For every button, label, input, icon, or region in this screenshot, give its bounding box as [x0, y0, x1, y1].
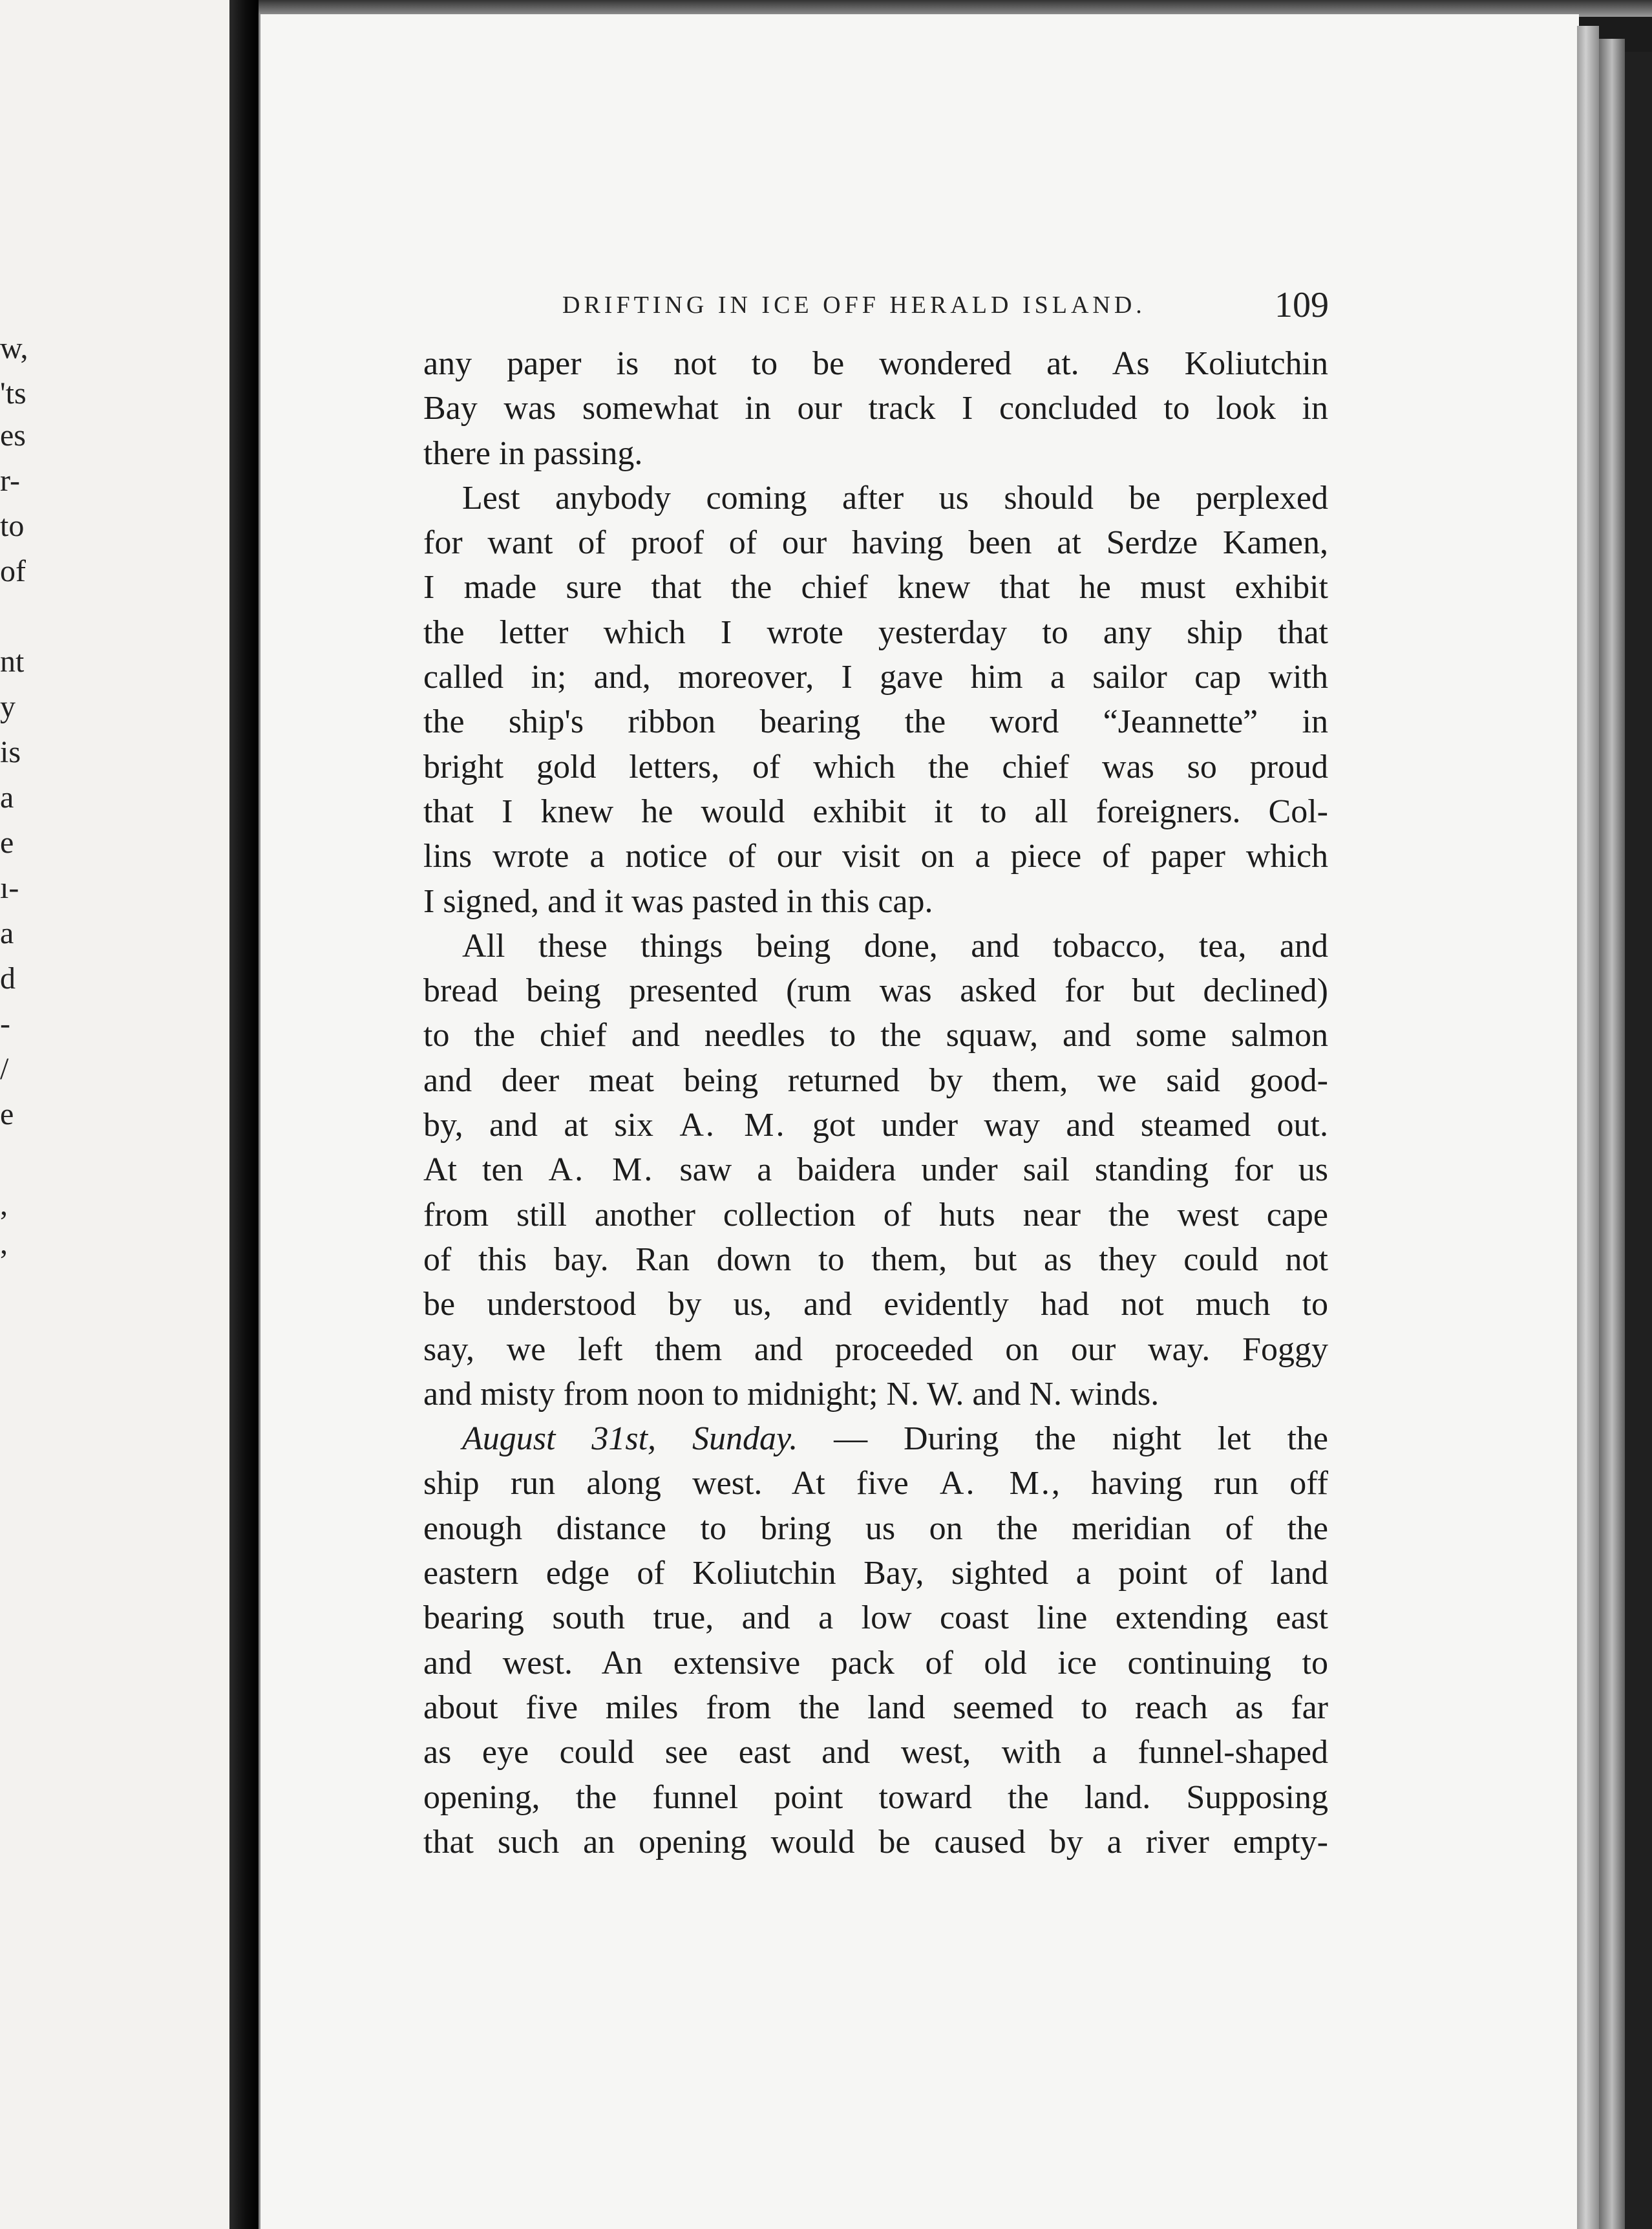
- left-page-fragment: y: [0, 690, 16, 724]
- text-line: eastern edge of Koliutchin Bay, sighted a point of land: [423, 1555, 1328, 1592]
- text-line: as eye could see east and west, with a funnel-shaped: [423, 1734, 1328, 1771]
- text-line: I signed, and it was pasted in this cap.: [423, 882, 933, 920]
- text-line: Bay was somewhat in our track I concluded to look in: [423, 390, 1328, 427]
- small-caps-time: A. M.: [679, 1107, 787, 1144]
- left-page-fragment: ,: [0, 1188, 8, 1222]
- text-line: any paper is not to be wondered at. As Koliutchin: [423, 345, 1328, 382]
- left-page-fragment: es: [0, 418, 26, 453]
- text-line: and deer meat being returned by them, we said good-: [423, 1061, 1328, 1099]
- left-page-fragment: 'ts: [0, 376, 26, 411]
- page-edges-inner: [1599, 39, 1625, 2229]
- text-line: bearing south true, and a low coast line extending east: [423, 1599, 1328, 1637]
- left-page-fragment: nt: [0, 645, 25, 679]
- left-page-fragment: d: [0, 961, 16, 996]
- page-number: 109: [1275, 285, 1329, 325]
- text-line: about five miles from the land seemed to reach as far: [423, 1689, 1328, 1726]
- small-caps-time: A. M.: [548, 1151, 655, 1189]
- left-page-fragment: a: [0, 916, 14, 950]
- left-page-fragment: ,: [0, 1226, 8, 1261]
- text-line: enough distance to bring us on the meridian of the: [423, 1509, 1328, 1547]
- text-line: by, and at six A. M. got under way and steamed out.: [423, 1107, 1329, 1144]
- left-page-fragment: a: [0, 780, 14, 815]
- left-page-fragment: is: [0, 735, 21, 769]
- text-line: to the chief and needles to the squaw, and some salmon: [423, 1017, 1328, 1054]
- left-page-fragment: ı-: [0, 871, 19, 905]
- left-page-fragment: e: [0, 826, 14, 860]
- text-line: of this bay. Ran down to them, but as they could not: [423, 1241, 1328, 1278]
- page-edges: [1577, 26, 1599, 2229]
- text-line: that such an opening would be caused by a river empty-: [423, 1823, 1328, 1861]
- text-line: ship run along west. At five A. M., having run off: [423, 1465, 1328, 1502]
- text-line: At ten A. M. saw a baidera under sail standing for us: [423, 1151, 1329, 1189]
- text-line: I made sure that the chief knew that he must exhibit: [423, 569, 1328, 606]
- left-page-fragment: to: [0, 509, 25, 543]
- text-line: Lest anybody coming after us should be perplexed: [462, 479, 1328, 517]
- italic-date: August 31st, Sunday.: [462, 1420, 798, 1458]
- text-line: there in passing.: [423, 434, 643, 472]
- text-line: the ship's ribbon bearing the word “Jeannette” in: [423, 703, 1328, 741]
- running-head: DRIFTING IN ICE OFF HERALD ISLAND.: [562, 292, 1146, 319]
- text-line: say, we left them and proceeded on our way. Foggy: [423, 1330, 1328, 1368]
- text-line: from still another collection of huts near the west cape: [423, 1196, 1328, 1233]
- left-page-fragment: w,: [0, 331, 28, 365]
- text-line: for want of proof of our having been at Serdze Kamen,: [423, 524, 1328, 562]
- body-text: [423, 341, 1328, 1864]
- text-line: August 31st, Sunday. — During the night let the: [462, 1420, 1328, 1458]
- left-page-fragment: /: [0, 1052, 9, 1086]
- text-line: the letter which I wrote yesterday to any ship that: [423, 613, 1328, 651]
- text-line: be understood by us, and evidently had not much to: [423, 1286, 1328, 1323]
- text-line: bright gold letters, of which the chief was so proud: [423, 748, 1328, 785]
- left-page-fragment: -: [0, 1007, 10, 1041]
- left-page-fragment: e: [0, 1097, 14, 1131]
- previous-page-fragment: [0, 0, 229, 2229]
- small-caps-time: A. M.: [939, 1465, 1052, 1502]
- scan-background: [1625, 52, 1652, 2229]
- text-line: bread being presented (rum was asked for but declined): [423, 972, 1328, 1010]
- text-line: that I knew he would exhibit it to all foreigners. Col-: [423, 793, 1328, 830]
- left-page-fragment: r-: [0, 464, 21, 498]
- text-line: and misty from noon to midnight; N. W. and N. winds.: [423, 1375, 1160, 1413]
- text-line: lins wrote a notice of our visit on a piece of paper which: [423, 838, 1328, 875]
- left-page-fragment: of: [0, 554, 26, 588]
- text-line: called in; and, moreover, I gave him a sailor cap with: [423, 659, 1328, 696]
- text-line: opening, the funnel point toward the land. Supposing: [423, 1778, 1328, 1816]
- book-gutter: [229, 0, 259, 2229]
- text-line: and west. An extensive pack of old ice continuing to: [423, 1644, 1328, 1681]
- text-line: All these things being done, and tobacco, tea, and: [462, 927, 1328, 965]
